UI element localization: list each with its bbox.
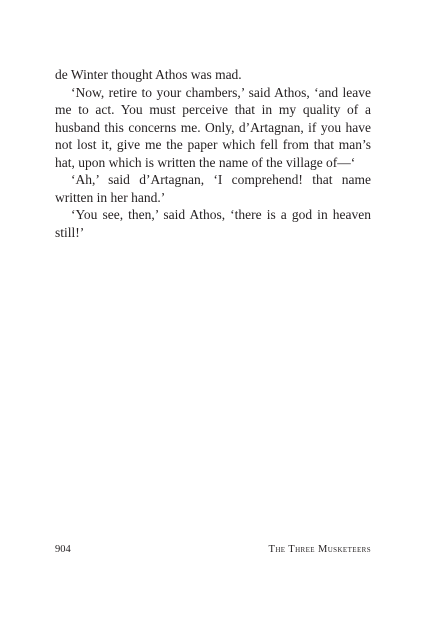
page-number: 904 [55,544,71,555]
page-footer [55,544,371,558]
running-title: The Three Musketeers [268,544,371,555]
paragraph-continuation: de Winter thought Athos was mad. [55,67,242,82]
paragraph: ‘You see, then,’ said Athos, ‘there is a god in heaven still!’ [55,207,371,240]
paragraph: ‘Now, retire to your chambers,’ said Athos, ‘and leave me to act. You must perceive that in my quality of a husband this concerns me. Only, d’Artagnan, if you have not lost it, give me the paper which fell from that man’s hat, upon which is written the name of the village of—‘ [55,84,371,170]
body-text [55,66,371,241]
paragraph: ‘Ah,’ said d’Artagnan, ‘I comprehend! that name written in her hand.’ [55,172,371,205]
